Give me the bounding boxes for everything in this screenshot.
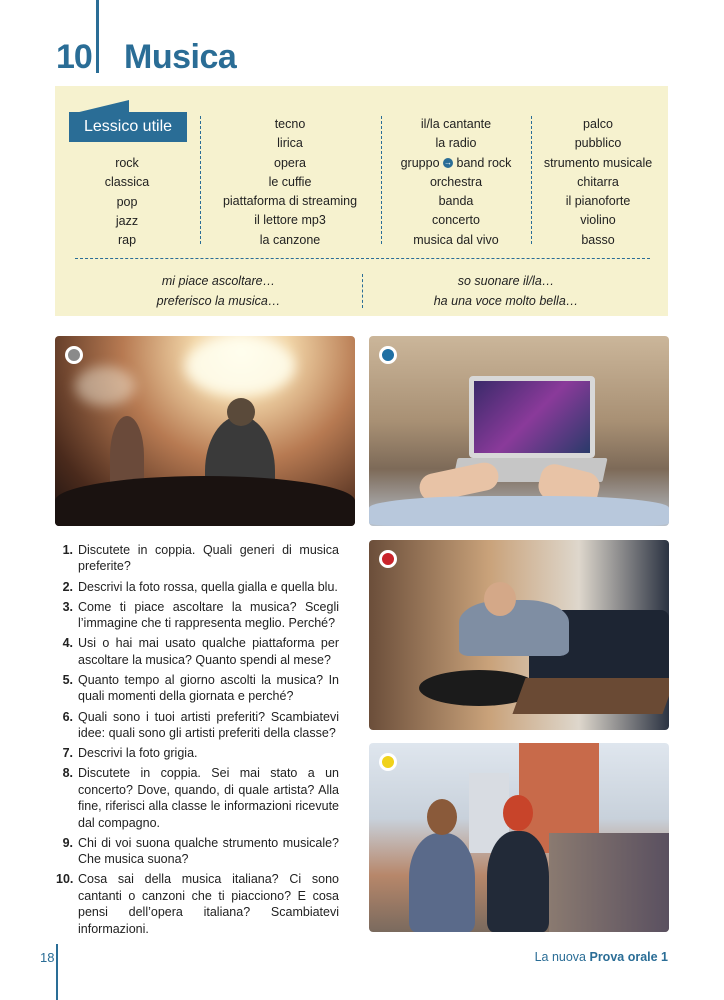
- vocab-word: musica dal vivo: [413, 232, 499, 247]
- vocab-column-1: [77, 154, 177, 250]
- question-item: 6. Quali sono i tuoi artisti preferiti? Scambiatevi idee: quali sono gli artisti preferiti della classe?: [62, 709, 339, 741]
- question-item: 3. Come ti piace ascoltare la musica? Scegli l’immagine che ti rappresenta meglio. Perché?: [62, 599, 339, 631]
- vocab-word: tecno: [274, 117, 306, 131]
- phrases-separator: [75, 258, 650, 259]
- vocab-word: la radio: [435, 136, 477, 151]
- vocab-word: orchestra: [429, 174, 483, 189]
- vocab-word: rap: [117, 233, 137, 248]
- vocab-column-2: [203, 115, 377, 250]
- photo-friends: [369, 743, 669, 932]
- vocab-word: lirica: [277, 136, 303, 151]
- phrases-left: [75, 271, 362, 311]
- top-rule: [96, 0, 99, 73]
- question-item: 1. Discutete in coppia. Quali generi di musica preferite?: [62, 543, 339, 574]
- man-listening: [459, 600, 569, 656]
- page-number: 18: [40, 950, 55, 965]
- vocab-word: pop: [116, 194, 138, 209]
- vocab-word: jazz: [115, 213, 139, 228]
- vocab-word: pubblico: [574, 136, 622, 151]
- question-item: 5. Quanto tempo al giorno ascolti la musica? In quali momenti della giornata e perché?: [62, 673, 339, 704]
- girl-right: [487, 831, 549, 932]
- girl-left: [409, 833, 475, 932]
- crowd: [55, 476, 355, 526]
- yellow-dot-marker: [379, 753, 397, 771]
- vocab-word: piattaforma di streaming: [222, 194, 358, 209]
- question-item: 2. Descrivi la foto rossa, quella gialla e quella blu.: [62, 579, 338, 594]
- vocab-word: banda: [438, 194, 474, 209]
- photo-concert: [55, 336, 355, 526]
- vocab-word: concerto: [432, 213, 480, 228]
- vocab-column-3: [381, 115, 531, 250]
- footer-series: La nuova Prova orale 1: [534, 950, 668, 964]
- chapter-number: 10: [56, 38, 92, 76]
- question-item: 9. Chi di voi suona qualche strumento musicale? Che musica suona?: [62, 835, 339, 867]
- vocab-word: classica: [104, 175, 150, 190]
- vocab-word-gruppo: gruppo → band rock: [400, 155, 512, 170]
- photo-laptop: [369, 336, 669, 526]
- bottom-rule: [56, 944, 58, 1000]
- phrase: mi piace ascoltare…: [161, 274, 276, 288]
- vocab-word: la canzone: [259, 232, 321, 247]
- question-item: 10. Cosa sai della musica italiana? Ci sono cantanti o canzoni che ti piacciono? E cosa pensi dell’opera italiana? Scambiatevi informazioni.: [56, 872, 339, 936]
- grey-dot-marker: [65, 346, 83, 364]
- phrase: ha una voce molto bella…: [433, 294, 579, 308]
- lessico-utile-box: [55, 86, 668, 316]
- phrase: so suonare il/la…: [457, 274, 555, 288]
- vocab-word: palco: [583, 117, 613, 131]
- vocab-column-4: [531, 115, 665, 250]
- column-separator: [200, 116, 201, 244]
- phrase: preferisco la musica…: [156, 294, 281, 308]
- vocab-word: il/la cantante: [420, 117, 492, 131]
- vocab-word: violino: [580, 213, 616, 228]
- vocab-word: basso: [581, 232, 615, 247]
- vocab-word: il lettore mp3: [254, 213, 326, 228]
- vocab-word: opera: [274, 155, 306, 170]
- vocab-word: strumento musicale: [543, 155, 653, 170]
- red-dot-marker: [379, 550, 397, 568]
- arrow-icon: →: [444, 158, 453, 168]
- laptop-screen: [469, 376, 595, 458]
- question-item: 8. Discutete in coppia. Sei mai stato a un concerto? Dove, quando, di quale artista? Alla fine, riferisci alla classe le informazioni ricevute dal compagno.: [62, 766, 339, 830]
- questions-list: [56, 542, 339, 941]
- phrases-right: [362, 271, 650, 311]
- photo-vinyl: [369, 540, 669, 730]
- vocab-word: le cuffie: [268, 174, 312, 189]
- blue-dot-marker: [379, 346, 397, 364]
- chapter-title: Musica: [124, 38, 237, 76]
- question-item: 4. Usi o hai mai usato qualche piattaforma per ascoltare la musica? Quanto spendi al mese?: [62, 636, 339, 667]
- lessico-tab: Lessico utile: [69, 112, 187, 142]
- vocab-word: rock: [115, 156, 139, 170]
- vocab-word: il pianoforte: [565, 194, 631, 209]
- question-item: 7. Descrivi la foto grigia.: [62, 746, 198, 761]
- vocab-word: chitarra: [577, 174, 619, 189]
